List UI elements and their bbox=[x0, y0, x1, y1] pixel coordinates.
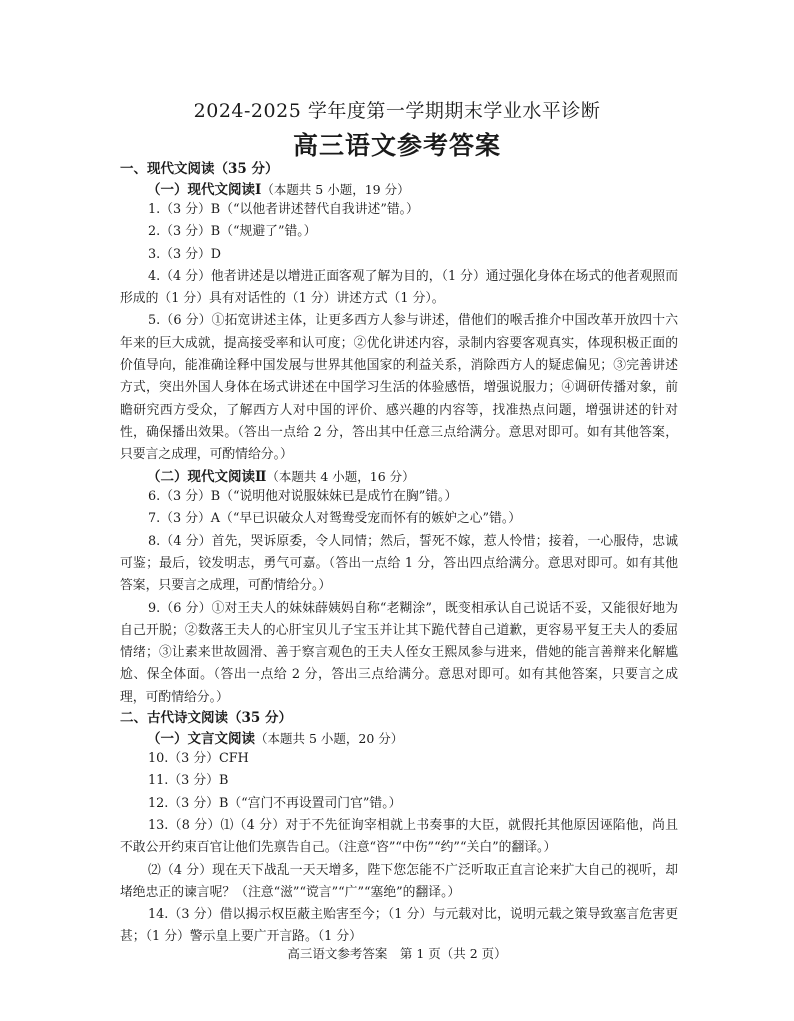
answer-item: 6.（3 分）B（“说明他对说服妹妹已是成竹在胸”错。） bbox=[148, 489, 458, 505]
section-heading-modern-reading: 一、现代文阅读（35 分） bbox=[120, 161, 279, 177]
answer-item: 2.（3 分）B（“规避了”错。） bbox=[148, 224, 317, 240]
subsection-title: （一）文言文阅读 bbox=[147, 730, 255, 747]
answer-item: 7.（3 分）A（“早已识破众人对鸳鸯受宠而怀有的嫉妒之心”错。） bbox=[148, 511, 522, 527]
subsection-heading-classical-1 bbox=[120, 729, 678, 749]
subsection-title: （二）现代文阅读Ⅱ bbox=[147, 468, 267, 485]
answer-item: 10.（3 分）CFH bbox=[148, 751, 249, 767]
answer-item: 12.（3 分）B（“宫门不再设置司门官”错。） bbox=[148, 795, 402, 811]
answer-content bbox=[120, 160, 678, 949]
document-title: 高三语文参考答案 bbox=[292, 131, 501, 160]
answer-item: 8.（4 分）首先，哭诉原委，令人同情；然后，誓死不嫁，惹人怜惜；接着，一心服侍，忠诚可鉴；最后，铰发明志，勇气可嘉。（答出一点给 1 分，答出四点给满分。意思对即可。如有其他答案，只要言之成理，可酌情给分。） bbox=[120, 533, 678, 594]
answer-item: 11.（3 分）B bbox=[148, 773, 229, 789]
subsection-heading-modern-1 bbox=[120, 180, 678, 200]
page-footer: 高三语文参考答案 第 1 页（共 2 页） bbox=[287, 946, 507, 961]
subsection-note: （本题共 5 小题，20 分） bbox=[255, 730, 404, 746]
subsection-title: （一）现代文阅读Ⅰ bbox=[147, 181, 262, 198]
subsection-heading-modern-2 bbox=[120, 467, 678, 487]
answer-item: ⑵（4 分）现在天下战乱一天天增多，陛下您怎能不广泛听取正直言论来扩大自己的视听，却堵绝忠正的谏言呢？（注意“滋”“谠言”“广”“塞绝”的翻译。） bbox=[120, 862, 678, 900]
answer-item: 14.（3 分）借以揭示权臣蔽主贻害至今；（1 分）与元载对比，说明元载之策导致塞言危害更甚；（1 分）警示皇上要广开言路。（1 分） bbox=[120, 907, 678, 945]
subsection-note: （本题共 4 小题，16 分） bbox=[266, 468, 415, 484]
answer-item: 1.（3 分）B（“以他者讲述替代自我讲述”错。） bbox=[148, 202, 419, 217]
answer-item: 9.（6 分）①对王夫人的妹妹薛姨妈自称“老糊涂”，既变相承认自己说话不妥，又能很好地为自己开脱；②数落王夫人的心肝宝贝儿子宝玉并让其下跪代替自己道歉，更容易平复王夫人的委屈情绪；③让素来世故圆滑、善于察言观色的王夫人侄女王熙凤参与进来，借她的能言善辩来化解尴尬、保全体面。（答出一点给 2 分，答出三点给满分。意思对即可。如有其他答案，只要言之成理，可酌情给分。） bbox=[120, 600, 678, 705]
exam-title: 2024-2025 学年度第一学期期末学业水平诊断 bbox=[193, 100, 601, 122]
answer-item: 4.（4 分）他者讲述是以增进正面客观了解为目的，（1 分）通过强化身体在场式的他者观照而形成的（1 分）具有对话性的（1 分）讲述方式（1 分）。 bbox=[120, 268, 678, 307]
subsection-note: （本题共 5 小题，19 分） bbox=[261, 181, 410, 197]
section-heading-classical-reading: 二、古代诗文阅读（35 分） bbox=[120, 710, 292, 727]
answer-item: 13.（8 分）⑴（4 分）对于不先征询宰相就上书奏事的大臣，就假托其他原因诬陷他，尚且不敢公开约束百官让他们先禀告自己。（注意“咨”“中伤”“约”“关白”的翻译。） bbox=[120, 817, 678, 856]
answer-item: 5.（6 分）①拓宽讲述主体，让更多西方人参与讲述，借他们的喉舌推介中国改革开放四十六年来的巨大成就，提高接受率和认可度；②优化讲述内容，录制内容要客观真实，体现积极正面的价值导向，能准确诠释中国发展与世界其他国家的利益关系，消除西方人的疑虑偏见；③完善讲述方式，突出外国人身体在场式讲述在中国学习生活的体验感悟，增强说服力；④调研传播对象，前瞻研究西方受众，了解西方人对中国的评价、感兴趣的内容等，找准热点问题，增强讲述的针对性，确保播出效果。（答出一点给 2 分，答出其中任意三点给满分。意思对即可。如有其他答案，只要言之成理，可酌情给分。） bbox=[120, 313, 678, 463]
answer-item: 3.（3 分）D bbox=[148, 246, 222, 262]
